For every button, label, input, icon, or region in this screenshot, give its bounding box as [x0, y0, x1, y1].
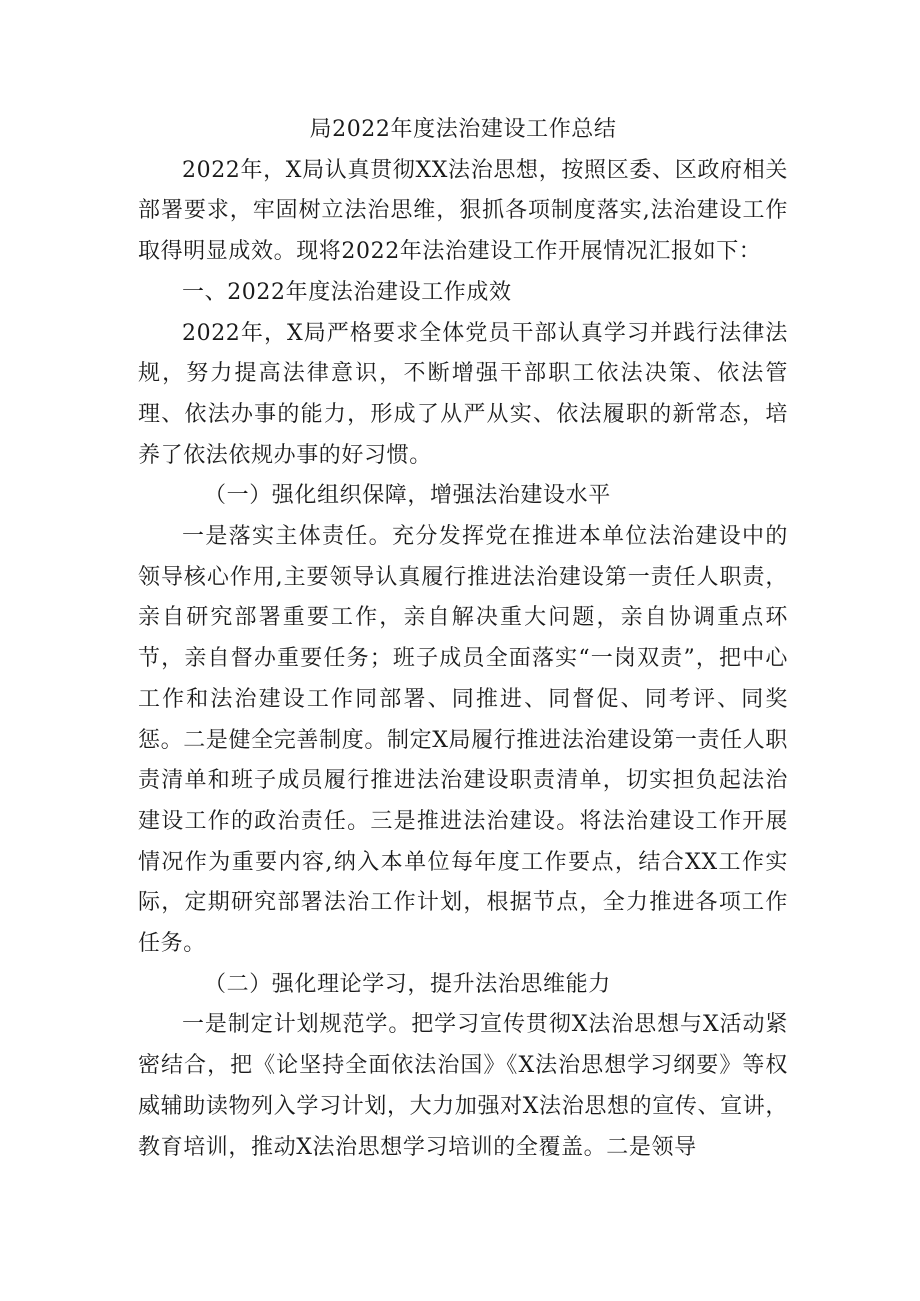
subsection-1-paragraph: 一是落实主体责任。充分发挥党在推进本单位法治建设中的领导核心作用,主要领导认真履行推进法治建设第一责任人职责，亲自研究部署重要工作，亲自解决重大问题，亲自协调重点环节，亲自督办重要任务；班子成员全面落实“一岗双责”，把中心工作和法治建设工作同部署、同推进、同督促、同考评、同奖惩。二是健全完善制度。制定X局履行推进法治建设第一责任人职责清单和班子成员履行推进法治建设职责清单，切实担负起法治建设工作的政治责任。三是推进法治建设。将法治建设工作开展情况作为重要内容,纳入本单位每年度工作要点，结合XX工作实际，定期研究部署法治工作计划，根据节点，全力推进各项工作任务。 — [138, 524, 788, 957]
section-1-heading: 一、2022年度法治建设工作成效 — [182, 279, 512, 305]
subsection-1-heading: （一）强化组织保障，增强法治建设水平 — [204, 483, 611, 509]
section-1-paragraph: 2022年，X局严格要求全体党员干部认真学习并践行法律法规，努力提高法律意识，不断增强干部职工依法决策、依法管理、依法办事的能力，形成了从严从实、依法履职的新常态，培养了依法依规办事的好习惯。 — [138, 320, 788, 468]
document-title: 局2022年度法治建设工作总结 — [309, 117, 617, 142]
document-body — [138, 110, 788, 1168]
subsection-2-paragraph: 一是制定计划规范学。把学习宣传贯彻X法治思想与X活动紧密结合，把《论坚持全面依法治国》《X法治思想学习纲要》等权威辅助读物列入学习计划，大力加强对X法治思想的宣传、宣讲，教育培训，推动X法治思想学习培训的全覆盖。二是领导 — [138, 1012, 788, 1160]
subsection-2-heading: （二）强化理论学习，提升法治思维能力 — [204, 971, 611, 997]
intro-paragraph: 2022年，X局认真贯彻XX法治思想，按照区委、区政府相关部署要求，牢固树立法治思维，狠抓各项制度落实,法治建设工作取得明显成效。现将2022年法治建设工作开展情况汇报如下： — [138, 157, 788, 265]
